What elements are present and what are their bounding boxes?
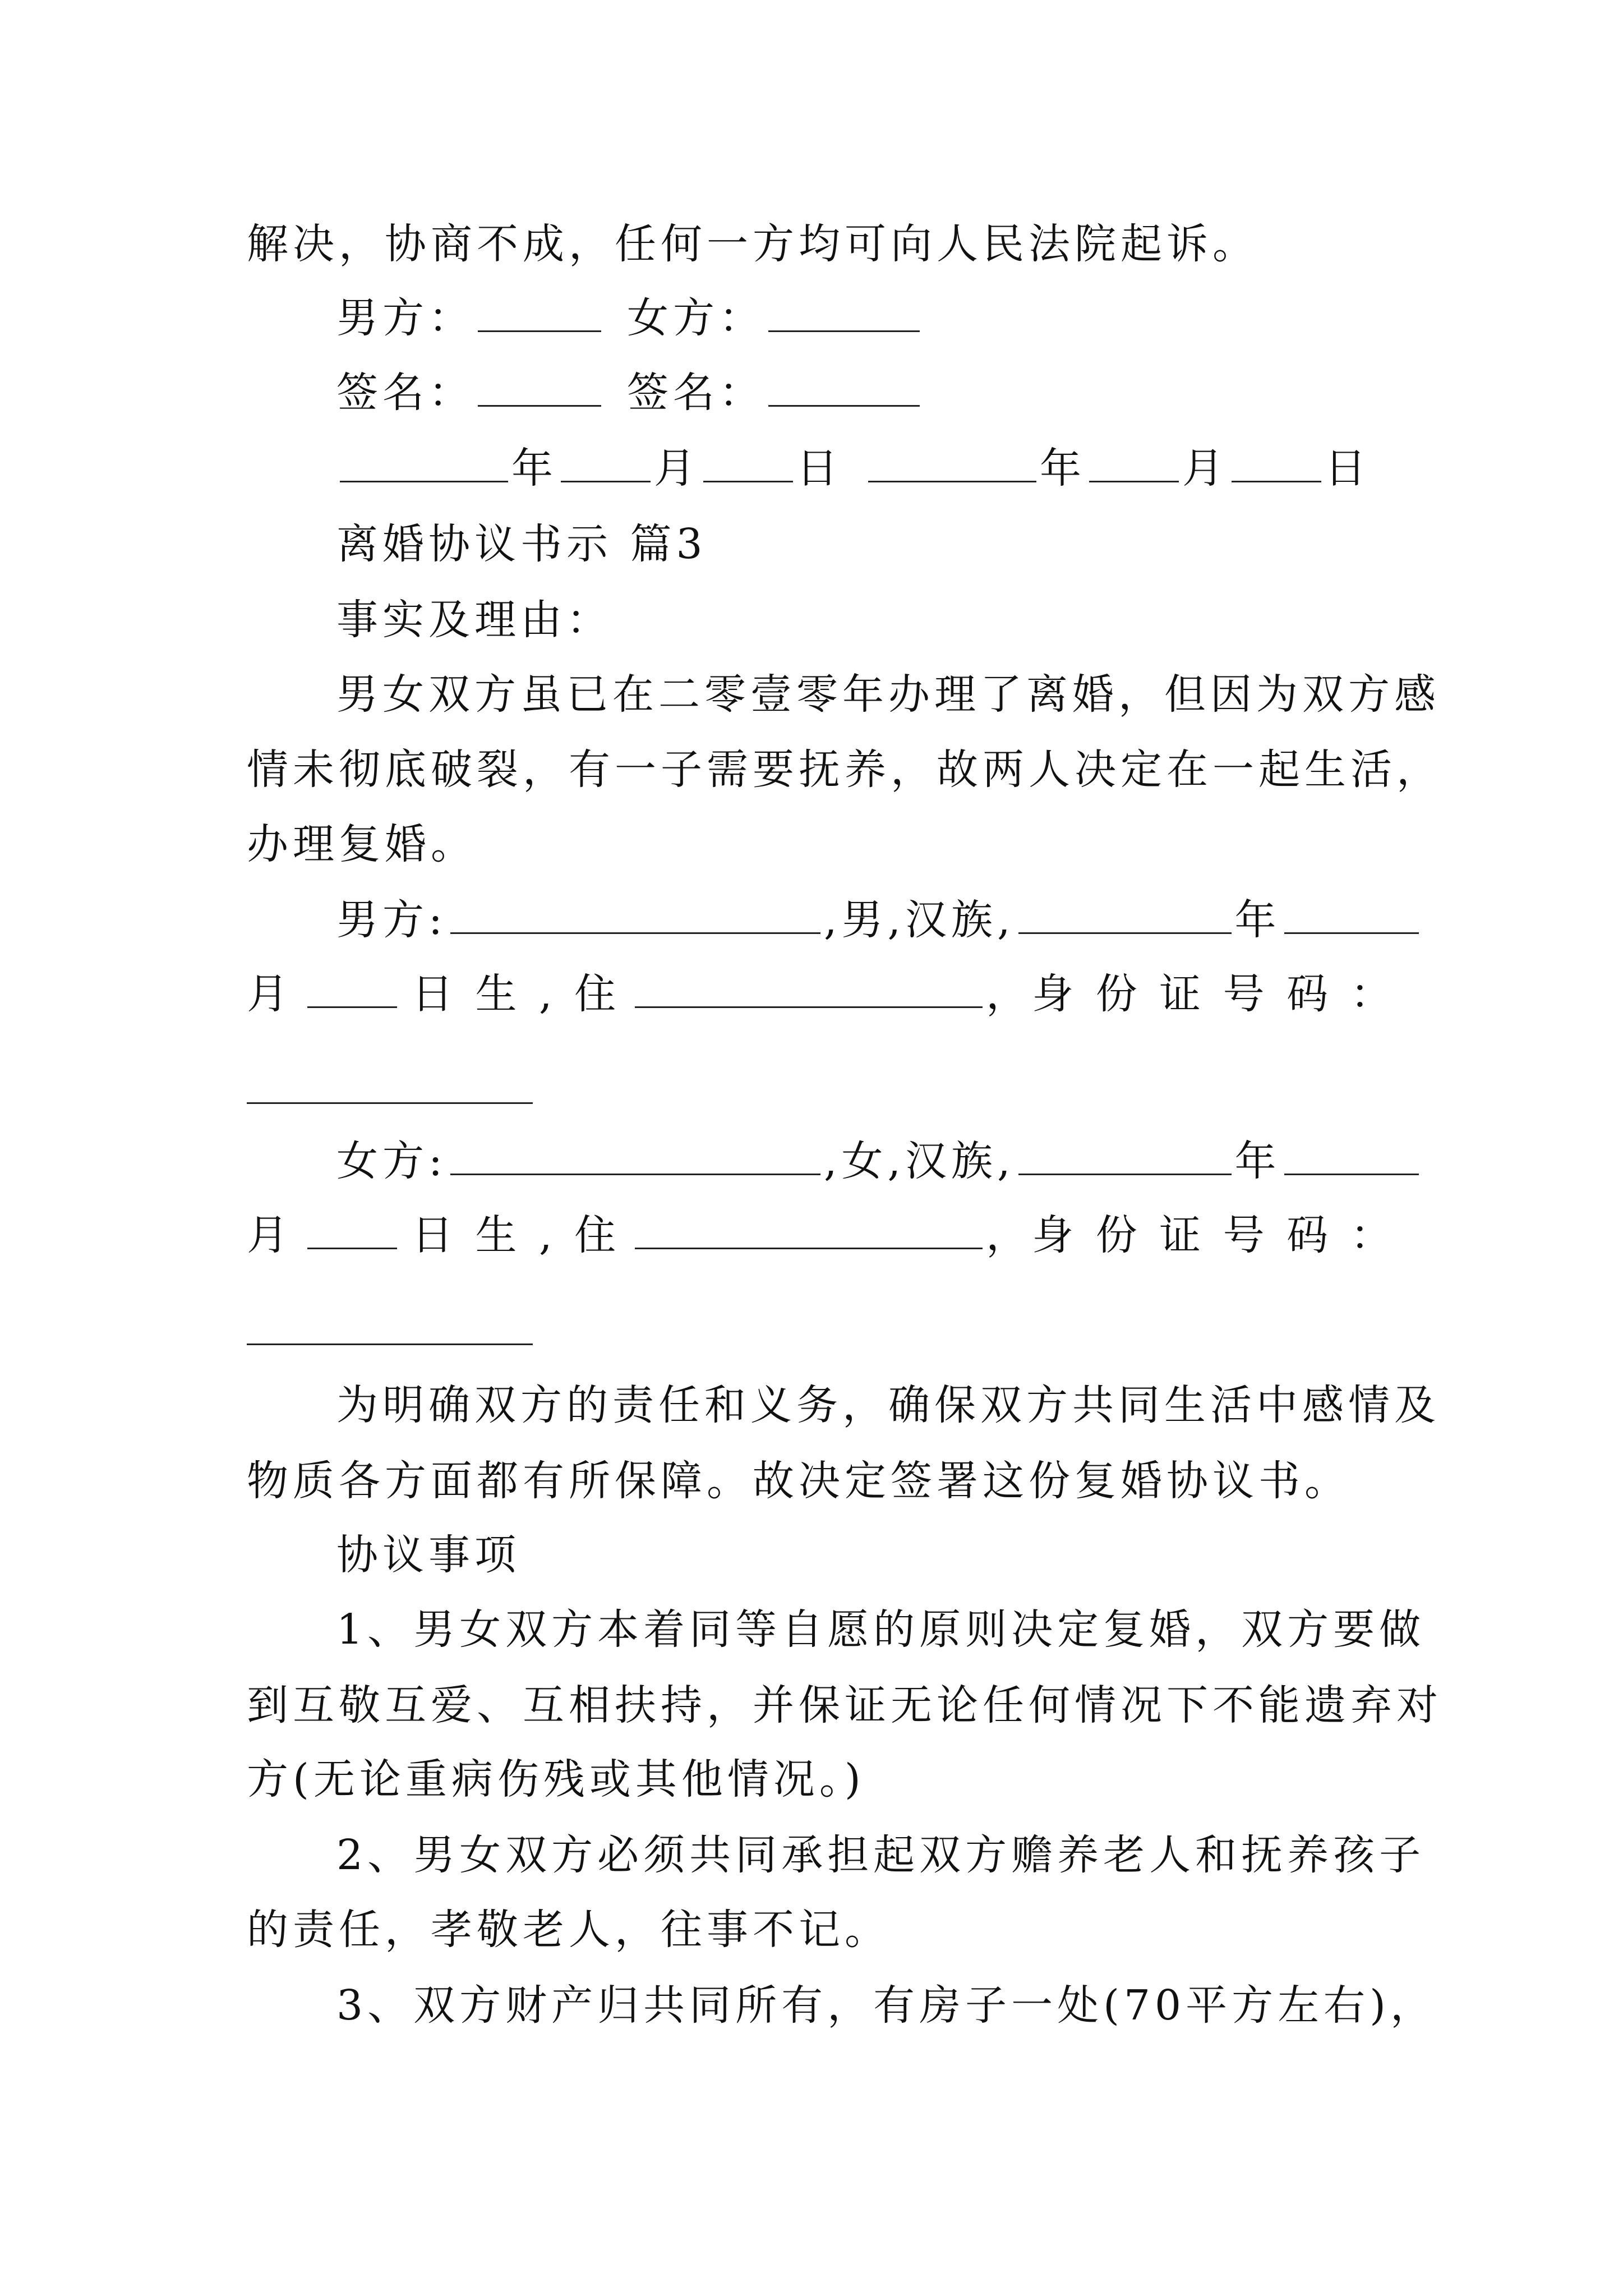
text: 为明确双方的责任和义务，确保双方共同生活中感情及 — [336, 1381, 1440, 1429]
text: 3、双方财产归共同所有，有房子一处(70平方左右)， — [336, 1981, 1436, 2030]
agreement-item-line — [336, 1977, 1436, 2033]
month-label: 月 — [654, 444, 700, 493]
female-gender-ethnicity: ,女,汉族, — [823, 1137, 1015, 1185]
male-month-label: 月 — [247, 970, 293, 1018]
female-label: 女方： — [627, 294, 765, 342]
paragraph-line — [336, 666, 1440, 723]
month-label: 月 — [1182, 444, 1228, 493]
male-gender-ethnicity: ,男,汉族, — [823, 896, 1015, 944]
male-day-live-label: 日 生 , 住 — [412, 970, 621, 1018]
male-info-line — [247, 966, 1396, 1022]
male-name-blank — [450, 898, 820, 934]
male-name-blank — [478, 296, 601, 332]
female-info-line — [336, 1133, 1422, 1189]
agreement-item-line — [247, 1677, 1442, 1733]
text: 解决，协商不成，任何一方均可向人民法院起诉。 — [247, 220, 1258, 268]
paragraph-line — [247, 816, 477, 872]
month-blank — [1089, 446, 1179, 482]
paragraph-line — [247, 742, 1442, 798]
male-info-line — [336, 892, 1422, 948]
section-title-text: 离婚协议书示 篇3 — [336, 520, 707, 568]
male-sign-blank — [478, 370, 601, 407]
paragraph-line — [247, 216, 1258, 272]
text: 办理复婚。 — [247, 820, 477, 868]
text: 男女双方虽已在二零壹零年办理了离婚，但因为双方感 — [336, 670, 1440, 719]
text: 情未彻底破裂，有一子需要抚养，故两人决定在一起生活， — [247, 746, 1442, 794]
year-blank — [868, 446, 1036, 482]
text: 物质各方面都有所保障。故决定签署这份复婚协议书。 — [247, 1457, 1350, 1505]
male-address-blank — [635, 972, 983, 1008]
male-info-label: 男方: — [336, 896, 447, 944]
agreement-heading-text: 协议事项 — [336, 1531, 520, 1579]
female-info-line — [247, 1207, 1396, 1263]
male-birth-day-blank — [307, 972, 397, 1008]
text: 到互敬互爱、互相扶持，并保证无论任何情况下不能遗弃对 — [247, 1681, 1442, 1729]
female-sign-label: 签名： — [627, 369, 765, 417]
text: 方(无论重病伤残或其他情况。) — [247, 1755, 865, 1803]
facts-heading-text: 事实及理由： — [336, 596, 612, 644]
female-sign-blank — [768, 370, 920, 407]
female-year-label: 年 — [1234, 1137, 1281, 1185]
female-address-blank — [635, 1213, 983, 1249]
female-birth-month-blank-partial — [1284, 1139, 1419, 1175]
day-label: 日 — [1325, 444, 1371, 493]
male-year-label: 年 — [1234, 896, 1281, 944]
male-birth-year-blank — [1018, 898, 1232, 934]
female-day-live-label: 日 生 , 住 — [412, 1211, 621, 1259]
agreement-item-line — [336, 1602, 1425, 1658]
female-id-blank — [247, 1343, 533, 1345]
agreement-item-line — [247, 1902, 891, 1958]
paragraph-line — [336, 1377, 1440, 1433]
date-row — [336, 440, 1371, 496]
male-sign-label: 签名： — [336, 369, 474, 417]
female-name-blank — [768, 296, 920, 332]
section-title — [336, 516, 707, 572]
month-blank — [561, 446, 651, 482]
female-birth-day-blank — [307, 1213, 397, 1249]
paragraph-line — [247, 1453, 1350, 1509]
year-label: 年 — [1040, 444, 1086, 493]
male-id-label: ，身 份 证 号 码 ： — [986, 970, 1396, 1018]
year-blank — [340, 446, 508, 482]
year-label: 年 — [511, 444, 557, 493]
male-id-blank — [247, 1102, 533, 1104]
male-birth-month-blank-partial — [1284, 898, 1419, 934]
female-info-label: 女方: — [336, 1137, 447, 1185]
facts-heading — [336, 592, 612, 648]
signature-row-names — [336, 290, 923, 346]
female-month-label: 月 — [247, 1211, 293, 1259]
female-name-blank — [450, 1139, 820, 1175]
text: 1、男女双方本着同等自愿的原则决定复婚，双方要做 — [336, 1605, 1426, 1654]
signature-row-sign — [336, 365, 923, 421]
text: 2、男女双方必须共同承担起双方赡养老人和抚养孩子 — [336, 1831, 1426, 1879]
agreement-item-line — [247, 1751, 865, 1807]
female-birth-year-blank — [1018, 1139, 1232, 1175]
day-blank — [703, 446, 793, 482]
text: 的责任，孝敬老人，往事不记。 — [247, 1906, 891, 1954]
day-blank — [1232, 446, 1321, 482]
agreement-item-line — [336, 1827, 1425, 1883]
day-label: 日 — [796, 444, 842, 493]
agreement-heading — [336, 1527, 520, 1583]
male-label: 男方： — [336, 294, 474, 342]
female-id-label: ，身 份 证 号 码 ： — [986, 1211, 1396, 1259]
